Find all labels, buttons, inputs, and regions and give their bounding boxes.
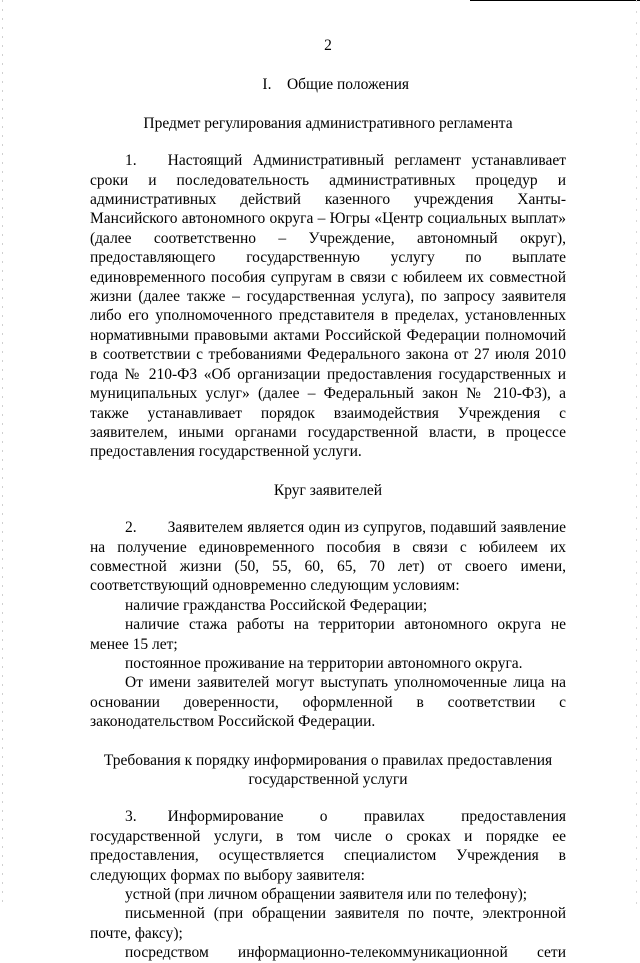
document-page bbox=[90, 36, 566, 963]
paragraph-3: 3. Информирование о правилах предоставления государственной услуги, в том числе о сроках и порядке ее предоставления, осуществляется специалистом Учреждения в следующих формах по выбору заявителя: bbox=[90, 808, 566, 884]
subsection-heading-regulation: Предмет регулирования административного регламента bbox=[143, 114, 513, 132]
subsection-heading-informing-line2: государственной услуги bbox=[248, 771, 408, 788]
subsection-heading-applicants: Круг заявителей bbox=[273, 481, 383, 499]
paragraph-1: 1. Настоящий Административный регламент устанавливает сроки и последовательность административных процедур и административных действий казенного учреждения Ханты-Мансийского автономного округа – Югры «Центр социальных выплат» (далее соответственно – Учреждение, автономный округ), предоставляющего государственную услугу по выплате единовременного пособия супругам в связи с юбилеем их совместной жизни (далее также – государственная услуга), по запросу заявителя либо его уполномоченного представителя в пределах, установленных нормативными правовыми актами Российской Федерации полномочий в соответствии с требованиями Федерального закона от 27 июля 2010 года № 210-ФЗ «Об организации предоставления государственных и муниципальных услуг» (далее – Федеральный закон № 210-ФЗ), а также устанавливает порядок взаимодействия Учреждения с заявителем, иными органами государственной власти, в процессе предоставления государственной услуги. bbox=[90, 152, 566, 461]
scan-edge-left bbox=[2, 0, 3, 905]
form-oral: устной (при личном обращении заявителя или по телефону); bbox=[125, 886, 528, 904]
form-written: письменной (при обращении заявителя по почте, электронной почте, факсу); bbox=[90, 905, 566, 942]
form-internet: посредством информационно-телекоммуникационной сети bbox=[125, 944, 566, 962]
condition-residence: постоянное проживание на территории автономного округа. bbox=[125, 654, 523, 672]
section-title: Общие положения bbox=[286, 76, 410, 94]
top-edge-rule bbox=[470, 0, 640, 1]
subsection-heading-informing-line1: Требования к порядку информирования о правилах предоставления bbox=[103, 751, 553, 769]
page-number: 2 bbox=[324, 37, 332, 54]
paragraph-representatives: От имени заявителей могут выступать уполномоченные лица на основании доверенности, оформленной в соответствии с законодательством Российской Федерации. bbox=[90, 674, 566, 731]
scan-edge-right bbox=[636, 0, 637, 905]
condition-citizenship: наличие гражданства Российской Федерации; bbox=[125, 596, 428, 614]
paragraph-2: 2. Заявителем является один из супругов, подавший заявление на получение единовременного пособия в связи с юбилеем их совместной жизни (50, 55, 60, 65, 70 лет) от своего имени, соответствующий одновременно следующим условиям: bbox=[90, 519, 566, 595]
section-heading bbox=[90, 75, 566, 94]
condition-work-experience: наличие стажа работы на территории автономного округа не менее 15 лет; bbox=[90, 616, 566, 653]
section-number: I. bbox=[262, 76, 272, 94]
subsection-heading-informing bbox=[90, 751, 566, 790]
